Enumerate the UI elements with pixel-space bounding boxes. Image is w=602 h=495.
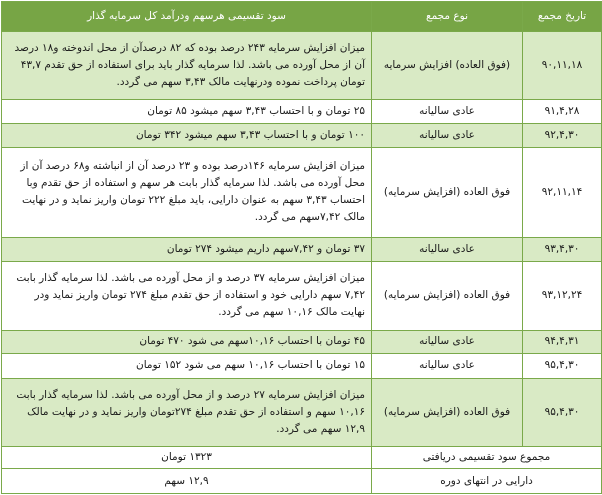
meeting-type: (فوق العاده) افزایش سرمایه bbox=[372, 31, 523, 99]
summary-value: ۱۳۲۳ تومان bbox=[2, 446, 372, 468]
table-row bbox=[2, 237, 602, 261]
meeting-date: ۹۳,۴,۳۰ bbox=[523, 237, 602, 261]
meeting-type: عادی سالیانه bbox=[372, 99, 523, 123]
table-row bbox=[2, 124, 602, 147]
header-date: تاریخ مجمع bbox=[523, 2, 602, 32]
summary-label: دارایی در انتهای دوره bbox=[372, 469, 602, 494]
table-row bbox=[2, 378, 602, 446]
dividend-description: ۱۰۰ تومان و با احتساب ۳,۴۳ سهم میشود ۳۴۲ تومان bbox=[2, 124, 372, 147]
header-type: نوع مجمع bbox=[372, 2, 523, 32]
header-description: سود تقسیمی هرسهم ودرآمد کل سرمایه گذار bbox=[2, 2, 372, 32]
meeting-date: ۹۲,۴,۳۰ bbox=[523, 124, 602, 147]
dividend-description: میزان افزایش سرمایه ۲۴۳ درصد بوده که ۸۲ درصدآن از محل اندوخته و۱۸ درصد آن از محل آورده می باشد. لذا سرمایه گذار باید برای استفاده از حق تقدم ۴۳,۷ تومان پرداخت نموده ودرنهایت مالک ۳,۴۳ سهم می گردد. bbox=[2, 31, 372, 99]
table-row bbox=[2, 262, 602, 330]
table-row bbox=[2, 330, 602, 353]
meeting-date: ۹۳,۱۲,۲۴ bbox=[523, 262, 602, 330]
table-row bbox=[2, 31, 602, 99]
table-row bbox=[2, 99, 602, 123]
meeting-date: ۹۲,۱۱,۱۴ bbox=[523, 147, 602, 237]
summary-value: ۱۲,۹ سهم bbox=[2, 469, 372, 494]
meeting-type: فوق العاده (افزایش سرمایه) bbox=[372, 262, 523, 330]
meeting-date: ۹۴,۴,۳۱ bbox=[523, 330, 602, 353]
dividend-description: ۳۷ تومان و ۷,۴۲سهم داریم میشود ۲۷۴ تومان bbox=[2, 237, 372, 261]
summary-label: مجموع سود تقسیمی دریافتی bbox=[372, 446, 602, 468]
meeting-date: ۹۵,۴,۳۰ bbox=[523, 354, 602, 378]
meeting-date: ۹۱,۴,۲۸ bbox=[523, 99, 602, 123]
dividend-description: ۴۵ تومان با احتساب ۱۰,۱۶سهم می شود ۴۷۰ تومان bbox=[2, 330, 372, 353]
meeting-type: فوق العاده (افزایش سرمایه) bbox=[372, 378, 523, 446]
table-row bbox=[2, 147, 602, 237]
meeting-date: ۹۰,۱۱,۱۸ bbox=[523, 31, 602, 99]
meeting-date: ۹۵,۴,۳۰ bbox=[523, 378, 602, 446]
summary-row-final-assets bbox=[2, 469, 602, 494]
table-row bbox=[2, 354, 602, 378]
dividend-description: ۲۵ تومان و با احتساب ۳,۴۳ سهم میشود ۸۵ تومان bbox=[2, 99, 372, 123]
dividend-description: میزان افزایش سرمایه ۳۷ درصد و از محل آورده می باشد. لذا سرمایه گذار بابت ۷,۴۲ سهم دارایی خود و استفاده از حق تقدم مبلغ ۲۷۴ تومان واریز نماید ودر نهایت مالک ۱۰,۱۶ سهم می گردد. bbox=[2, 262, 372, 330]
header-row bbox=[2, 2, 602, 32]
meeting-type: عادی سالیانه bbox=[372, 354, 523, 378]
meeting-type: فوق العاده (افزایش سرمایه) bbox=[372, 147, 523, 237]
summary-row-total-dividend bbox=[2, 446, 602, 468]
shareholder-returns-table bbox=[1, 1, 602, 494]
meeting-type: عادی سالیانه bbox=[372, 330, 523, 353]
meeting-type: عادی سالیانه bbox=[372, 124, 523, 147]
dividend-description: میزان افزایش سرمایه ۲۷ درصد و از محل آورده می باشد. لذا سرمایه گذار بابت ۱۰,۱۶ سهم و استفاده از حق تقدم مبلغ ۲۷۴تومان واریز نماید و در نهایت مالک ۱۲,۹ سهم می گردد. bbox=[2, 378, 372, 446]
meeting-type: عادی سالیانه bbox=[372, 237, 523, 261]
dividend-description: میزان افزایش سرمایه ۱۴۶درصد بوده و ۲۳ درصد آن از انباشته و۶۸ درصد آن از محل آورده می باشد. لذا سرمایه گذار بابت هر سهم و استفاده از حق تقدم وبا احتساب ۳,۴۳ سهم به عنوان دارایی، باید مبلغ ۲۲۲ تومان واریز نماید و در نهایت مالک ۷,۴۲سهم می گردد. bbox=[2, 147, 372, 237]
dividend-description: ۱۵ تومان با احتساب ۱۰,۱۶ سهم می شود ۱۵۲ تومان bbox=[2, 354, 372, 378]
